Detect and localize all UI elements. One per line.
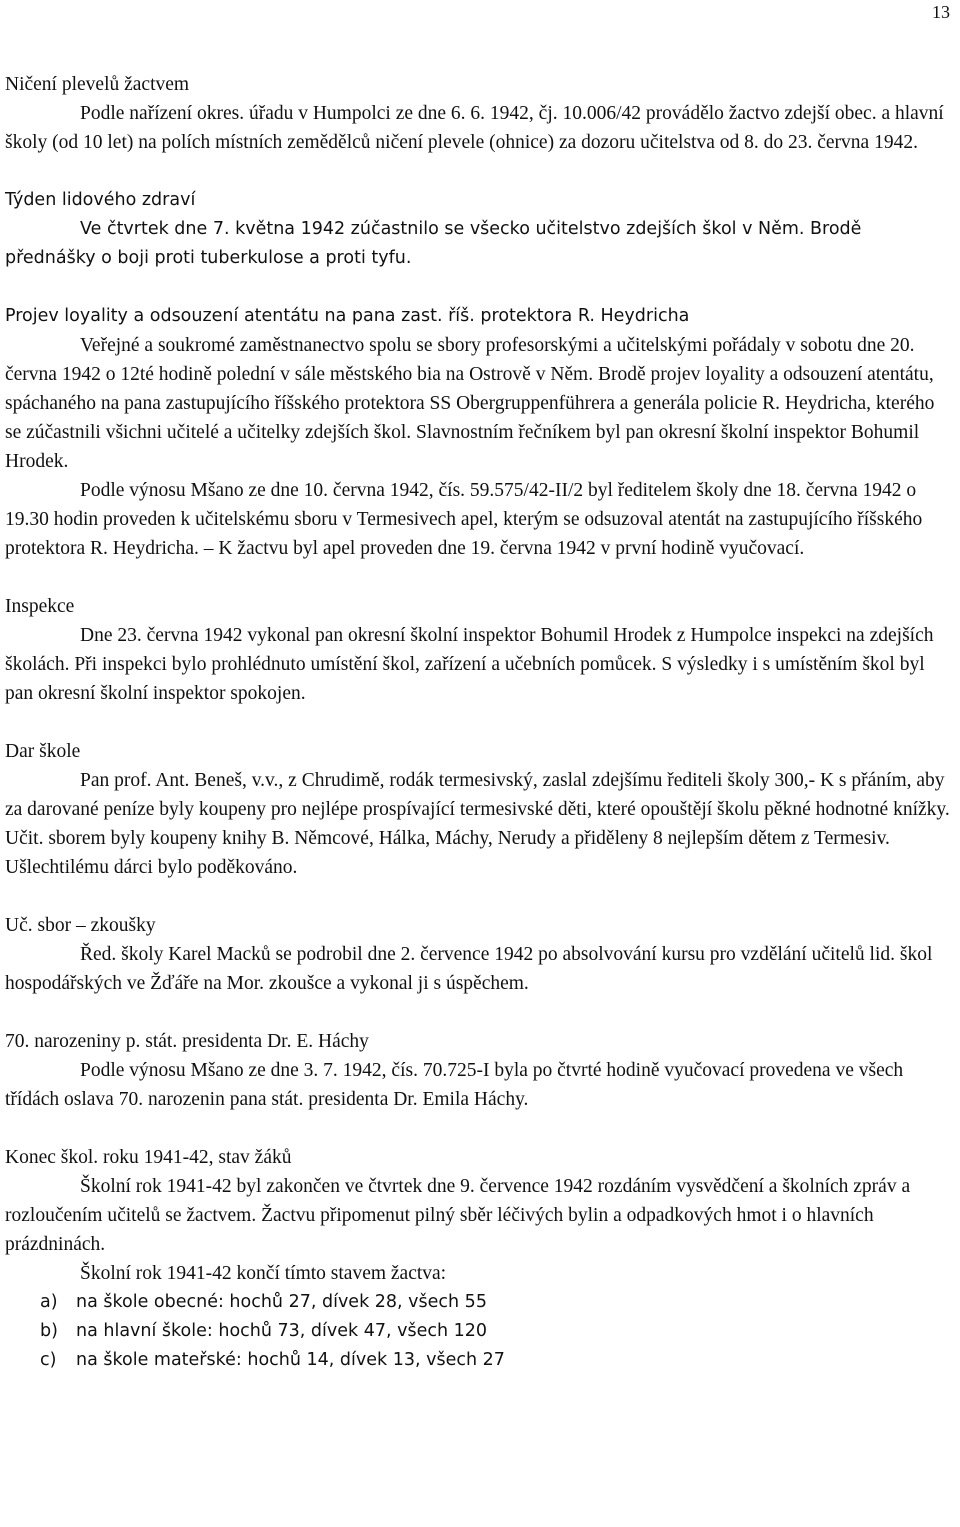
section-heading: Uč. sbor – zkoušky [5,915,156,936]
section-loyalty [5,302,955,563]
paragraph: Ve čtvrtek dne 7. května 1942 zúčastnilo se všecko učitelstvo zdejších škol v Něm. Brodě přednášky o boji proti tuberkulose a proti tyfu. [5,219,862,268]
list-item [5,1317,955,1346]
section-birthday [5,1027,955,1114]
paragraph: Pan prof. Ant. Beneš, v.v., z Chrudimě, rodák termesivský, zaslal zdejšímu řediteli školy 300,- K s přáním, aby za darované peníze byly koupeny pro nejlépe prospívající termesivské děti, které opouštějí školu pěkné hodnotné knížky. Učit. sborem byly koupeny knihy B. Němcové, Hálka, Máchy, Nerudy a přiděleny 8 nejlepším dětem z Termesiv. Ušlechtilému dárci bylo poděkováno. [5,770,950,878]
paragraph: Školní rok 1941-42 končí tímto stavem žactva: [80,1263,447,1284]
section-heading: Týden lidového zdraví [5,190,196,210]
section-year-end [5,1143,955,1375]
pupil-count-list [5,1288,955,1375]
list-item-text: na hlavní škole: hochů 73, dívek 47, všech 120 [76,1321,488,1341]
paragraph: Školní rok 1941-42 byl zakončen ve čtvrtek dne 9. července 1942 rozdáním vysvědčení a školních zpráv a rozloučením učitelů se žactvem. Žactvu připomenut pilný sběr léčivých bylin a odpadkových hmot i o hlavních prázdninách. [5,1176,911,1255]
page-number: 13 [932,2,950,22]
section-health-week [5,186,955,273]
paragraph: Dne 23. června 1942 vykonal pan okresní školní inspektor Bohumil Hrodek z Humpolce inspekci na zdejších školách. Při inspekci bylo prohlédnuto umístění škol, zařízení a učebních pomůcek. S výsledky i s umístěním škol byl pan okresní školní inspektor spokojen. [5,625,934,704]
section-heading: Projev loyality a odsouzení atentátu na pana zast. říš. protektora R. Heydricha [5,306,690,326]
paragraph: Podle výnosu Mšano ze dne 3. 7. 1942, čís. 70.725-I byla po čtvrté hodině vyučovací provedena ve všech třídách oslava 70. narozenin pana stát. presidenta Dr. Emila Háchy. [5,1060,904,1110]
list-item [5,1288,955,1317]
document-body [5,70,955,1404]
section-exams [5,911,955,998]
paragraph: Podle nařízení okres. úřadu v Humpolci ze dne 6. 6. 1942, čj. 10.006/42 provádělo žactvo zdejší obec. a hlavní školy (od 10 let) na polích místních zemědělců ničení plevele (ohnice) za dozoru učitelstva od 8. do 23. června 1942. [5,103,944,153]
list-marker: b) [40,1321,58,1341]
list-marker: a) [40,1292,58,1312]
list-marker: c) [40,1350,57,1370]
section-gift [5,737,955,882]
section-heading: Dar škole [5,741,81,762]
paragraph: Řed. školy Karel Macků se podrobil dne 2. července 1942 po absolvování kursu pro vzdělání učitelů lid. škol hospodářských ve Žďáře na Mor. zkoušce a vykonal ji s úspěchem. [5,944,933,994]
section-heading: Inspekce [5,596,75,617]
section-heading: Ničení plevelů žactvem [5,74,190,95]
section-heading: 70. narozeniny p. stát. presidenta Dr. E. Háchy [5,1031,369,1052]
list-item-text: na škole mateřské: hochů 14, dívek 13, všech 27 [76,1350,505,1370]
list-item-text: na škole obecné: hochů 27, dívek 28, všech 55 [76,1292,487,1312]
section-inspection [5,592,955,708]
paragraph: Podle výnosu Mšano ze dne 10. června 1942, čís. 59.575/42-II/2 byl ředitelem školy dne 18. června 1942 o 19.30 hodin proveden k učitelskému sboru v Termesivech apel, kterým se odsuzoval atentát na zastupujícího říšského protektora R. Heydricha. – K žactvu byl apel proveden dne 19. června 1942 v první hodině vyučovací. [5,480,923,559]
paragraph: Veřejné a soukromé zaměstnanectvo spolu se sbory profesorskými a učitelskými pořádaly v sobotu dne 20. června 1942 o 12té hodině polední v sále městského bia na Ostrově v Něm. Brodě projev loyality a odsouzení atentátu, spáchaného na pana zastupujícího říšského protektora SS Obergruppenführera a generála policie R. Heydricha, kterého se zúčastnili všichni učitelé a učitelky zdejších škol. Slavnostním řečníkem byl pan okresní školní inspektor Bohumil Hrodek. [5,335,935,472]
section-heading: Konec škol. roku 1941-42, stav žáků [5,1147,292,1168]
section-weeding [5,70,955,157]
list-item [5,1346,955,1375]
